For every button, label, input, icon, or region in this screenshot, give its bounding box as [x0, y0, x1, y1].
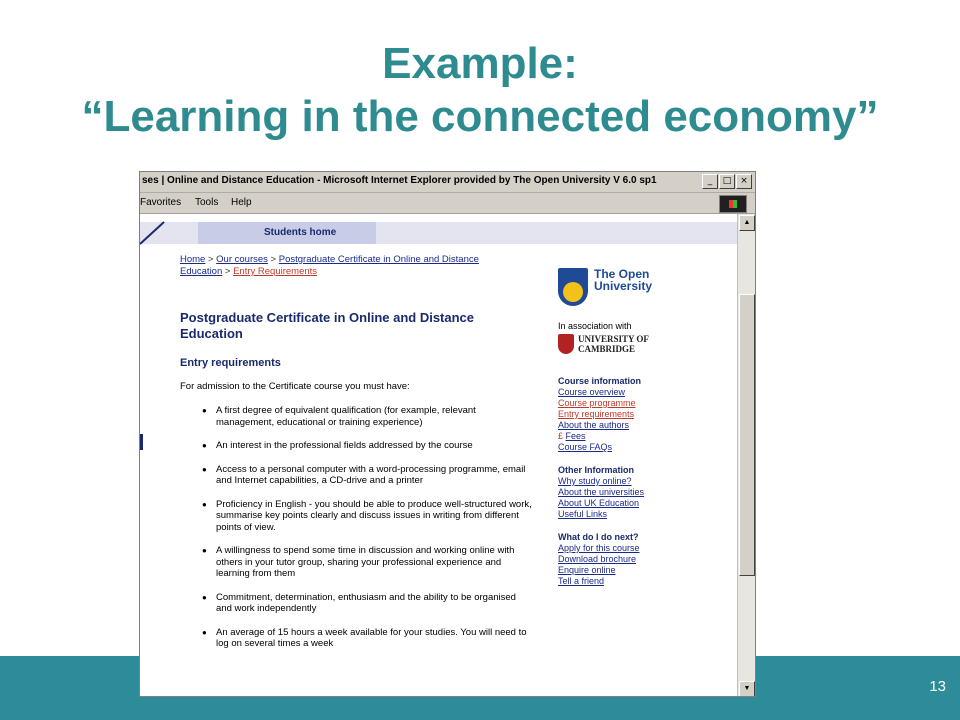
slide-title-line2: “Learning in the connected economy”	[81, 92, 879, 141]
association-text: In association with	[558, 321, 632, 331]
breadcrumb	[180, 254, 520, 278]
link-tell-friend[interactable]: Tell a friend	[558, 576, 605, 586]
window-controls	[702, 174, 752, 189]
scroll-up-icon[interactable]: ▲	[739, 215, 755, 231]
link-apply[interactable]: Apply for this course	[558, 543, 640, 553]
cambridge-logo-text	[578, 334, 649, 354]
link-about-authors[interactable]: About the authors	[558, 420, 630, 430]
list-item: ● Proficiency in English - you should be able to produce well-structured work, summarise key points clearly and discuss issues in writing from different points of view.	[202, 499, 532, 534]
page-number: 13	[929, 678, 946, 695]
list-item: ● A first degree of equivalent qualification (for example, relevant management, educational or training experience)	[202, 405, 532, 428]
link-entry-requirements[interactable]: Entry requirements	[558, 409, 635, 419]
nav-slant-icon	[140, 214, 180, 254]
vertical-scrollbar[interactable]	[737, 214, 755, 697]
other-info-heading: Other Information	[558, 465, 634, 475]
next-steps-heading: What do I do next?	[558, 532, 639, 542]
ou-logo-text	[594, 268, 652, 292]
menu-tools[interactable]: Tools	[195, 197, 219, 208]
browser-window	[139, 171, 756, 697]
scroll-thumb[interactable]	[739, 294, 755, 576]
ou-logo-line1: The Open	[594, 267, 650, 281]
fees-row	[558, 431, 698, 442]
link-course-programme[interactable]: Course programme	[558, 398, 636, 408]
window-titlebar	[140, 172, 755, 193]
cambridge-line2: CAMBRIDGE	[578, 344, 636, 354]
list-item: ● Commitment, determination, enthusiasm and the ability to be organised and work independently	[202, 592, 532, 615]
list-item: ● An average of 15 hours a week available for your studies. You will need to log on several times a week	[202, 627, 532, 650]
link-enquire-online[interactable]: Enquire online	[558, 565, 616, 575]
other-info-group	[558, 465, 698, 520]
pound-icon: £	[558, 431, 564, 441]
breadcrumb-separator: >	[205, 254, 217, 265]
link-about-universities[interactable]: About the universities	[558, 487, 645, 497]
ou-shield-icon	[558, 268, 588, 306]
maximize-button[interactable]: □	[719, 174, 735, 189]
next-steps-group	[558, 532, 698, 587]
breadcrumb-separator: >	[222, 266, 234, 277]
course-info-heading: Course information	[558, 376, 642, 386]
menu-help[interactable]: Help	[231, 197, 252, 208]
cambridge-line1: UNIVERSITY OF	[578, 334, 649, 344]
scroll-down-icon[interactable]: ▼	[739, 681, 755, 697]
breadcrumb-separator: >	[267, 254, 279, 265]
breadcrumb-entry-link[interactable]: Entry Requirements	[233, 266, 318, 277]
tab-students-home-label: Students home	[264, 227, 337, 238]
requirements-list	[202, 405, 532, 662]
course-info-group	[558, 376, 698, 453]
left-edge-marker	[140, 434, 143, 450]
link-why-study-online[interactable]: Why study online?	[558, 476, 632, 486]
section-heading: Entry requirements	[180, 357, 281, 369]
page-viewport	[140, 214, 738, 697]
breadcrumb-pgcert-link[interactable]: Postgraduate Certificate in Online and Distance Education	[180, 254, 479, 277]
ou-logo-line2: University	[594, 279, 653, 293]
window-title: ses | Online and Distance Education - Microsoft Internet Explorer provided by The Open University V 6.0 sp1	[142, 175, 657, 186]
page-heading: Postgraduate Certificate in Online and Distance Education	[180, 310, 475, 341]
breadcrumb-courses-link[interactable]: Our courses	[216, 254, 268, 265]
minimize-button[interactable]: _	[702, 174, 718, 189]
menu-bar	[140, 193, 755, 214]
tab-students-home[interactable]	[198, 222, 376, 244]
open-university-logo[interactable]	[558, 268, 663, 308]
intro-text: For admission to the Certificate course you must have:	[180, 381, 410, 392]
menu-favorites[interactable]: Favorites	[140, 197, 182, 208]
cambridge-logo	[558, 333, 678, 357]
link-fees[interactable]: Fees	[565, 431, 586, 441]
link-about-uk-education[interactable]: About UK Education	[558, 498, 640, 508]
list-item: ● An interest in the professional fields addressed by the course	[202, 440, 532, 452]
link-course-overview[interactable]: Course overview	[558, 387, 626, 397]
windows-logo-icon	[719, 195, 747, 213]
cambridge-shield-icon	[558, 334, 574, 354]
link-useful-links[interactable]: Useful Links	[558, 509, 608, 519]
slide-title-line1: Example:	[382, 39, 578, 88]
slide-title	[0, 38, 960, 144]
breadcrumb-home-link[interactable]: Home	[180, 254, 206, 265]
close-button[interactable]: ×	[736, 174, 752, 189]
link-download-brochure[interactable]: Download brochure	[558, 554, 637, 564]
list-item: ● A willingness to spend some time in discussion and working online with others in your tutor group, sharing your professional experience and learning from them	[202, 545, 532, 580]
link-course-faqs[interactable]: Course FAQs	[558, 442, 613, 452]
list-item: ● Access to a personal computer with a word-processing programme, email and Internet capabilities, a CD-drive and a printer	[202, 464, 532, 487]
